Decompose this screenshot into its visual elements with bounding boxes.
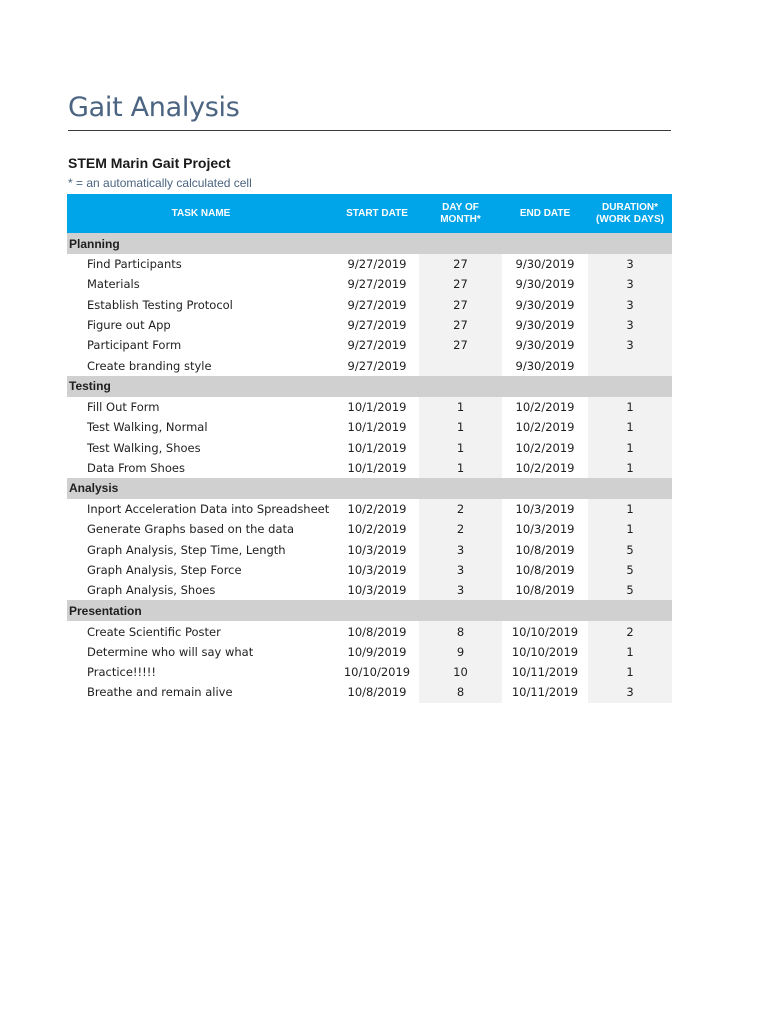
- day-of-month-cell: [419, 355, 502, 375]
- task-name-cell: Materials: [87, 277, 140, 292]
- day-of-month-cell: 1: [419, 458, 502, 478]
- table-row: [67, 355, 672, 375]
- start-date-cell: 10/8/2019: [347, 685, 407, 700]
- phase-row: [67, 376, 672, 397]
- table-row: [67, 274, 672, 294]
- duration-cell: 1: [588, 662, 672, 682]
- duration-cell: 1: [588, 458, 672, 478]
- day-of-month-cell: 1: [419, 437, 502, 457]
- start-date-cell: 10/2/2019: [347, 502, 407, 517]
- end-date-cell: 10/10/2019: [511, 624, 579, 639]
- end-date-cell: 10/3/2019: [515, 502, 575, 517]
- day-of-month-cell: 27: [419, 274, 502, 294]
- table-row: [67, 397, 672, 417]
- task-name-cell: Create Scientific Poster: [87, 624, 221, 639]
- duration-cell: 3: [588, 335, 672, 355]
- table-row: [67, 540, 672, 560]
- column-header-duration: DURATION* (WORK DAYS): [588, 194, 672, 233]
- end-date-cell: 10/8/2019: [515, 583, 575, 598]
- start-date-cell: 10/9/2019: [347, 644, 407, 659]
- duration-cell: 5: [588, 560, 672, 580]
- column-header-end-date: END DATE: [502, 194, 588, 233]
- column-header-start-date: START DATE: [335, 194, 419, 233]
- task-name-cell: Graph Analysis, Step Time, Length: [87, 542, 286, 557]
- title-divider: [68, 130, 671, 131]
- table-row: [67, 642, 672, 662]
- table-row: [67, 560, 672, 580]
- end-date-cell: 10/8/2019: [515, 563, 575, 577]
- table-row: [67, 621, 672, 641]
- duration-cell: 1: [588, 642, 672, 662]
- task-name-cell: Test Walking, Shoes: [87, 440, 201, 455]
- phase-row: [67, 478, 672, 499]
- phase-label: Testing: [67, 376, 672, 397]
- start-date-cell: 10/2/2019: [347, 522, 407, 537]
- table-row: [67, 519, 672, 539]
- duration-cell: 2: [588, 621, 672, 641]
- table-row: [67, 580, 672, 600]
- duration-cell: 1: [588, 437, 672, 457]
- end-date-cell: 10/3/2019: [515, 522, 575, 537]
- duration-cell: 3: [588, 295, 672, 315]
- start-date-cell: 10/8/2019: [347, 624, 407, 639]
- day-of-month-cell: 3: [419, 560, 502, 580]
- project-schedule-table: [67, 194, 672, 703]
- duration-cell: 3: [588, 254, 672, 274]
- phase-label: Planning: [67, 233, 672, 254]
- end-date-cell: 9/30/2019: [515, 358, 575, 373]
- day-of-month-cell: 3: [419, 540, 502, 560]
- duration-cell: 5: [588, 540, 672, 560]
- day-of-month-cell: 2: [419, 519, 502, 539]
- start-date-cell: 9/27/2019: [347, 277, 407, 292]
- table-row: [67, 662, 672, 682]
- duration-cell: 1: [588, 397, 672, 417]
- end-date-cell: 9/30/2019: [515, 338, 575, 353]
- duration-cell: 5: [588, 580, 672, 600]
- start-date-cell: 10/1/2019: [347, 460, 407, 475]
- day-of-month-cell: 27: [419, 335, 502, 355]
- duration-cell: 1: [588, 417, 672, 437]
- day-of-month-cell: 8: [419, 682, 502, 702]
- table-row: [67, 295, 672, 315]
- task-name-cell: Find Participants: [87, 257, 182, 272]
- day-of-month-cell: 9: [419, 642, 502, 662]
- start-date-cell: 10/1/2019: [347, 420, 407, 435]
- day-of-month-cell: 27: [419, 315, 502, 335]
- end-date-cell: 10/2/2019: [515, 460, 575, 475]
- table-row: [67, 458, 672, 478]
- table-row: [67, 417, 672, 437]
- day-of-month-cell: 1: [419, 417, 502, 437]
- start-date-cell: 10/3/2019: [347, 563, 407, 577]
- task-name-cell: Graph Analysis, Step Force: [87, 563, 242, 577]
- end-date-cell: 9/30/2019: [515, 277, 575, 292]
- table-row: [67, 335, 672, 355]
- end-date-cell: 9/30/2019: [515, 297, 575, 312]
- day-of-month-cell: 8: [419, 621, 502, 641]
- start-date-cell: 9/27/2019: [347, 318, 407, 333]
- table-header-row: [67, 194, 672, 233]
- start-date-cell: 10/10/2019: [343, 665, 411, 680]
- phase-label: Analysis: [67, 478, 672, 499]
- task-name-cell: Breathe and remain alive: [87, 685, 233, 700]
- start-date-cell: 9/27/2019: [347, 257, 407, 272]
- table-row: [67, 682, 672, 702]
- day-of-month-cell: 27: [419, 295, 502, 315]
- task-name-cell: Test Walking, Normal: [87, 420, 208, 435]
- table-row: [67, 254, 672, 274]
- table-row: [67, 437, 672, 457]
- table-row: [67, 315, 672, 335]
- end-date-cell: 10/11/2019: [511, 665, 579, 680]
- task-name-cell: Inport Acceleration Data into Spreadsheet: [87, 502, 330, 517]
- day-of-month-cell: 2: [419, 499, 502, 519]
- start-date-cell: 9/27/2019: [347, 297, 407, 312]
- phase-row: [67, 233, 672, 254]
- day-of-month-cell: 3: [419, 580, 502, 600]
- column-header-day-of-month: DAY OF MONTH*: [419, 194, 502, 233]
- duration-cell: 3: [588, 315, 672, 335]
- end-date-cell: 10/10/2019: [511, 644, 579, 659]
- task-name-cell: Determine who will say what: [87, 644, 254, 659]
- end-date-cell: 10/2/2019: [515, 420, 575, 435]
- start-date-cell: 10/1/2019: [347, 440, 407, 455]
- end-date-cell: 10/2/2019: [515, 399, 575, 414]
- start-date-cell: 10/3/2019: [347, 542, 407, 557]
- end-date-cell: 9/30/2019: [515, 257, 575, 272]
- task-name-cell: Practice!!!!!: [87, 665, 156, 680]
- duration-cell: 1: [588, 519, 672, 539]
- task-name-cell: Generate Graphs based on the data: [87, 522, 295, 537]
- task-name-cell: Data From Shoes: [87, 460, 185, 475]
- task-name-cell: Graph Analysis, Shoes: [87, 583, 216, 598]
- page-title: Gait Analysis: [68, 92, 240, 123]
- day-of-month-cell: 1: [419, 397, 502, 417]
- calculated-cell-note: * = an automatically calculated cell: [68, 176, 252, 190]
- duration-cell: 3: [588, 274, 672, 294]
- task-name-cell: Participant Form: [87, 338, 182, 353]
- day-of-month-cell: 10: [419, 662, 502, 682]
- phase-row: [67, 600, 672, 621]
- day-of-month-cell: 27: [419, 254, 502, 274]
- end-date-cell: 10/8/2019: [515, 542, 575, 557]
- end-date-cell: 9/30/2019: [515, 318, 575, 333]
- task-name-cell: Fill Out Form: [87, 399, 160, 414]
- task-name-cell: Figure out App: [87, 318, 171, 333]
- start-date-cell: 10/1/2019: [347, 399, 407, 414]
- phase-label: Presentation: [67, 600, 672, 621]
- end-date-cell: 10/11/2019: [511, 685, 579, 700]
- duration-cell: [588, 355, 672, 375]
- duration-cell: 1: [588, 499, 672, 519]
- project-name: STEM Marin Gait Project: [68, 155, 231, 171]
- task-name-cell: Establish Testing Protocol: [87, 297, 233, 312]
- start-date-cell: 9/27/2019: [347, 358, 407, 373]
- table-body: [67, 233, 672, 703]
- task-name-cell: Create branding style: [87, 358, 212, 373]
- table-row: [67, 499, 672, 519]
- column-header-task-name: TASK NAME: [67, 194, 335, 233]
- end-date-cell: 10/2/2019: [515, 440, 575, 455]
- start-date-cell: 9/27/2019: [347, 338, 407, 353]
- start-date-cell: 10/3/2019: [347, 583, 407, 598]
- duration-cell: 3: [588, 682, 672, 702]
